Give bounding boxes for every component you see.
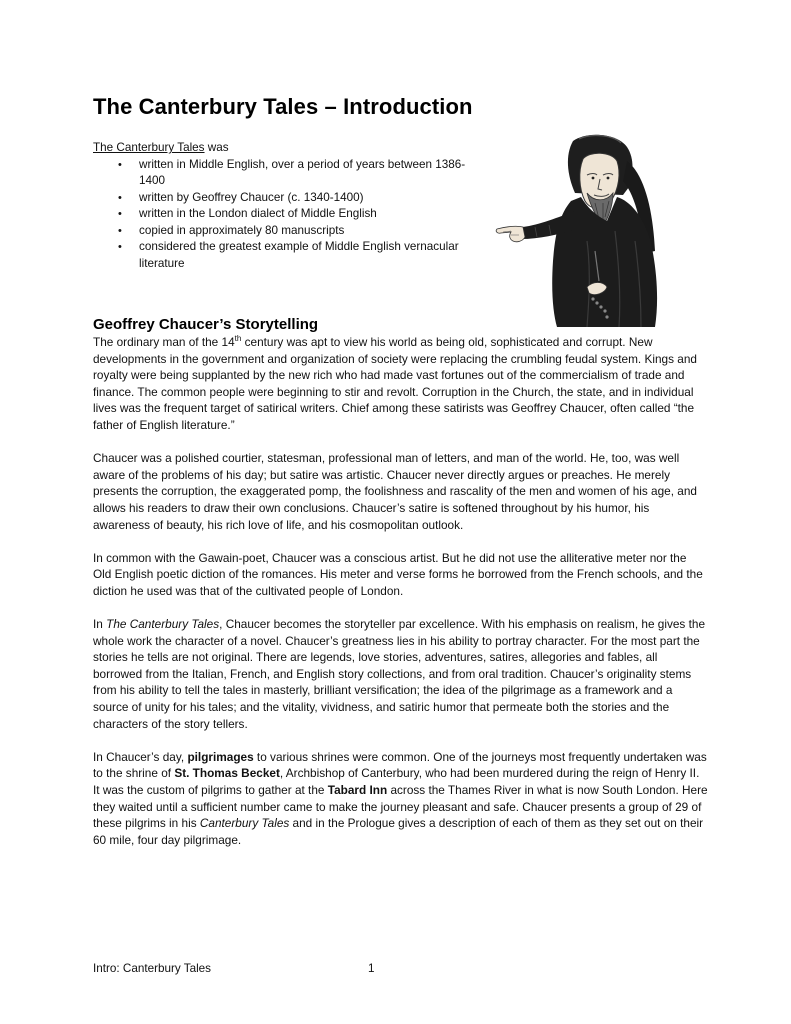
list-item-text: copied in approximately 80 manuscripts [139, 223, 345, 237]
bullet-icon: • [118, 191, 122, 204]
list-item [93, 239, 476, 272]
bold-term: St. Thomas Becket [174, 766, 280, 781]
intro-lead-rest: was [204, 141, 229, 154]
bold-term: Tabard Inn [327, 783, 388, 798]
paragraph-text: , Chaucer becomes the storyteller par excellence. With his emphasis on realism, he gives the whole work the character of a novel. Chaucer’s greatness lies in his ability to portray character. For the most part the stories he tells are not original. There are legends, love stories, adventures, satires, allegories and fables, all borrowed from the Italian, French, and English story collections, and from oral tradition. Chaucer’s originality stems from his ability to tell the tales in masterly, brilliant versification; the idea of the pilgrimage as a framework and a source of unity for his tales; and the vitality, vividness, and satiric humor that permeate both the stories and the characters of the story tellers. [93, 617, 706, 731]
list-item-text: considered the greatest example of Middle English vernacular literature [139, 240, 459, 270]
section-body [93, 334, 708, 865]
paragraph-text: and in the Prologue gives a description of each of them as they set out on their 60 mile, four day pilgrimage. [93, 816, 704, 847]
paragraph-text: to various shrines were common. One of the journeys most frequently undertaken was to the shrine of [93, 749, 707, 781]
paragraph-text: In Chaucer’s day, [93, 749, 188, 764]
bullet-icon: • [118, 158, 122, 171]
paragraph-text: The ordinary man of the 14 [93, 335, 235, 349]
intro-lead-title: The Canterbury Tales [93, 141, 205, 154]
section-heading: Geoffrey Chaucer’s Storytelling [93, 316, 319, 333]
list-item [93, 190, 476, 207]
page-number: 1 [368, 962, 375, 975]
bullet-icon: • [118, 241, 122, 253]
paragraph [93, 616, 708, 732]
paragraph-text: In [93, 617, 107, 632]
list-item [93, 157, 476, 190]
list-item-text: written by Geoffrey Chaucer (c. 1340-1400) [139, 190, 364, 204]
intro-bullet-list [93, 157, 493, 273]
chaucer-portrait-icon [495, 131, 675, 327]
intro-lead [93, 140, 493, 157]
paragraph [93, 749, 708, 849]
list-item [93, 206, 476, 223]
paragraph-text: century was apt to view his world as being old, sophisticated and corrupt. New developments in the government and organization of society were replacing the crumbling feudal system. Kings and royalty were being supplanted by the new rich who had made vast fortunes out of the commercialism of trade and finance. The common people were beginning to stir and revolt. Corruption in the Church, the state, and in individual lives was the frequent target of satirical writers. Chief among these satirists was Geoffrey Chaucer, often called “the father of English literature.” [93, 335, 697, 432]
superscript: th [234, 334, 242, 343]
list-item-text: written in the London dialect of Middle English [139, 207, 377, 220]
paragraph [93, 334, 708, 434]
paragraph: Chaucer was a polished courtier, statesman, professional man of letters, and man of the world. He, too, was well aware of the problems of his day; but satire was artistic. Chaucer never directly argues or preaches. He merely presents the corruption, the exaggerated pomp, the foolishness and rascality of the men and women of his age, and allows his readers to draw their own conclusions. Chaucer’s satire is softened throughout by his humor, his awareness of beauty, his rich love of life, and his cosmopolitan outlook. [93, 451, 697, 532]
paragraph-text: , Archbishop of Canterbury, who had been murdered during the reign of Henry II. It was the custom of pilgrims to gather at the [93, 766, 700, 798]
intro-block [93, 140, 493, 272]
paragraph-text: across the Thames River in what is now South London. Here they waited until a sufficient number came to make the journey pleasant and safe. Chaucer presents a group of 29 of these pilgrims in his [93, 783, 708, 831]
page-title: The Canterbury Tales – Introduction [93, 94, 473, 119]
paragraph: In common with the Gawain-poet, Chaucer was a conscious artist. But he did not use the alliterative meter nor the Old English poetic diction of the romances. His meter and verse forms he borrowed from the French schools, and the diction he used was that of the cultivated people of London. [93, 550, 703, 598]
list-item [93, 223, 476, 240]
bullet-icon: • [118, 208, 122, 220]
list-item-text: written in Middle English, over a period of years between 1386-1400 [139, 157, 466, 187]
bold-term: pilgrimages [187, 749, 254, 764]
book-title: Canterbury Tales [199, 816, 290, 831]
bullet-icon: • [118, 224, 122, 237]
book-title: The Canterbury Tales [106, 617, 220, 632]
footer-label: Intro: Canterbury Tales [93, 962, 212, 975]
